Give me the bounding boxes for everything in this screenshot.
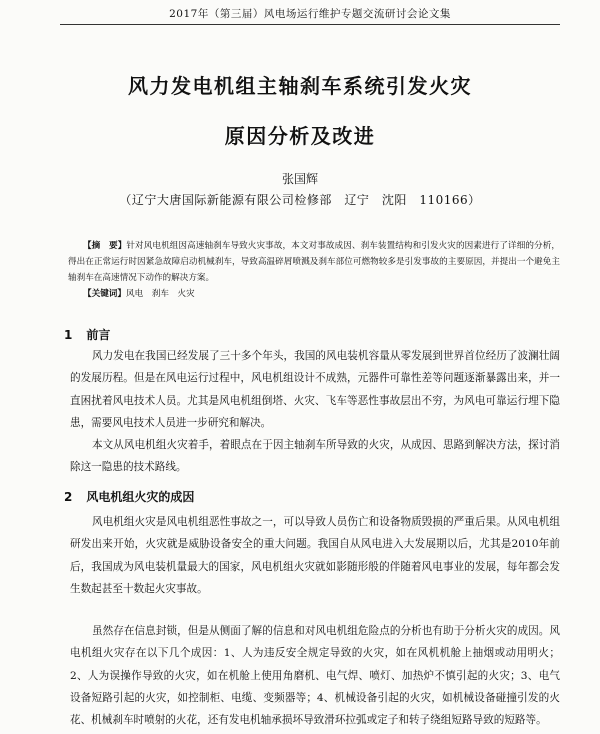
author-affiliation: （辽宁大唐国际新能源有限公司检修部 辽宁 沈阳 110166） (119, 193, 481, 207)
keywords-text: 风电 刹车 火灾 (125, 289, 195, 299)
section-number: 2 (64, 490, 73, 504)
section-1-paragraph-1: 风力发电在我国已经发展了三十多个年头，我国的风电装机容量从零发展到世界首位经历了波澜壮阔的发展历程。但是在风电运行过程中，风电机组设计不成熟，元器件可靠性差等问题逐渐暴露出来，并一直困扰着风电技术人员。尤其是风电机组倒塔、火灾、飞车等恶性事故层出不穷，为风电可靠运行埋下隐患，需要风电技术人员进一步研究和解决。 (70, 350, 560, 429)
section-title: 前言 (86, 328, 111, 342)
section-2-paragraph-2: 虽然存在信息封锁，但是从侧面了解的信息和对风电机组危险点的分析也有助于分析火灾的成因。风电机组火灾存在以下几个成因：1、人为违反安全规定导致的火灾，如在风机机舱上抽烟或动用明火；2、人为误操作导致的火灾，如在机舱上使用角磨机、电气焊、喷灯、加热炉不慎引起的火灾；3、电气设备短路引起的火灾，如控制柜、电缆、变频器等；4、机械设备引起的火灾，如机械设备碰撞引发的火花、机械刹车时喷射的火花，还有发电机轴承损坏导致滑环拉弧或定子和转子绕组短路导致的短路等。 (70, 625, 560, 727)
paper-title-line1: 风力发电机组主轴刹车系统引发火灾 (128, 74, 472, 98)
abstract (68, 238, 560, 286)
section-heading-2 (64, 488, 194, 505)
section-2-paragraph-1: 风电机组火灾是风电机组恶性事故之一，可以导致人员伤亡和设备物质毁损的严重后果。从风电机组研发出来开始，火灾就是威胁设备安全的重大问题。我国自从风电进入大发展期以后，尤其是2010年前后，我国成为风电装机量最大的国家，风电机组火灾就如影随形般的伴随着风电事业的发展，每年都会发生数起甚至十数起火灾事故。 (70, 516, 560, 595)
keywords-label: 【关键词】 (83, 289, 126, 299)
abstract-label: 【摘 要】 (83, 241, 127, 251)
running-header: 2017年（第三届）风电场运行维护专题交流研讨会论文集 (60, 6, 560, 25)
author-name: 张国辉 (281, 172, 318, 186)
section-1-paragraph-2: 本文从风电机组火灾着手，着眼点在于因主轴刹车所导致的火灾，从成因、思路到解决方法，探讨消除这一隐患的技术路线。 (70, 439, 560, 474)
section-heading-1 (64, 326, 110, 343)
abstract-text: 针对风电机组因高速轴刹车导致火灾事故，本文对事故成因、刹车装置结构和引发火灾的因素进行了详细的分析，得出在正常运行时因紧急故障启动机械刹车，导致高温碎屑喷溅及刹车部位可燃物较多是引发事故的主要原因，并提出一个避免主轴刹车在高速情况下动作的解决方案。 (68, 241, 560, 283)
keywords (83, 287, 195, 301)
section-number: 1 (64, 328, 73, 342)
section-title: 风电机组火灾的成因 (86, 490, 195, 504)
paper-title-line2: 原因分析及改进 (224, 124, 376, 148)
